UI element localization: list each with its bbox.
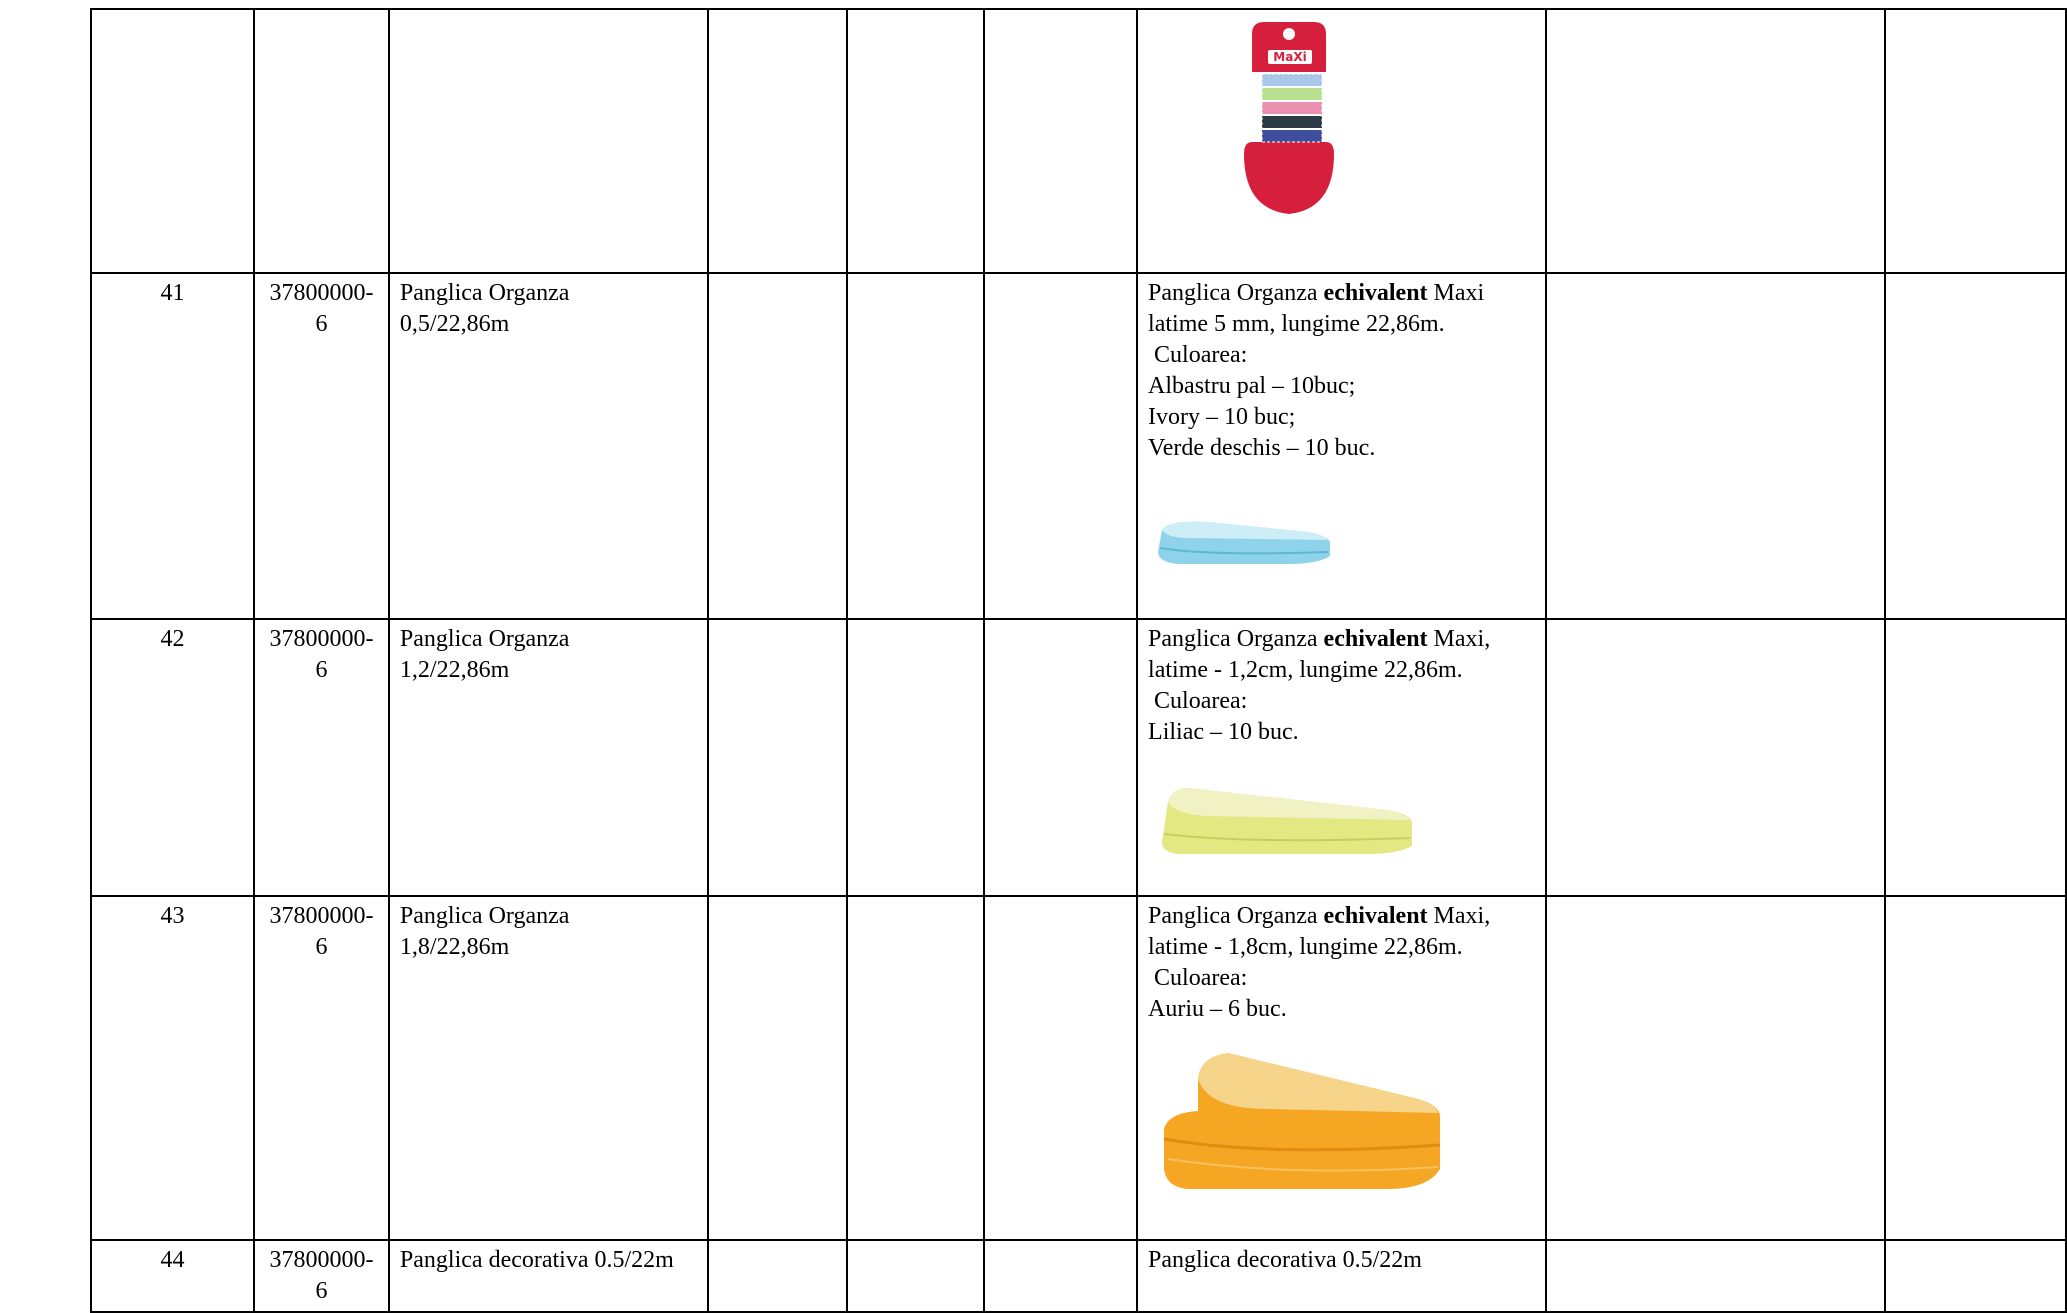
product-size-line: 0,5/22,86m [399,311,510,337]
empty-cell [1546,619,1885,896]
light-blue-ribbon-roll-image [1148,490,1388,590]
row-number-cell: 43 [91,896,254,1240]
empty-cell [847,896,984,1240]
cpv-code-cell: 37800000-6 [254,619,389,896]
spec-line: Culoarea: [1148,965,1248,991]
spec-line: Auriu – 6 buc. [1148,996,1287,1022]
spec-equivalent-bold: echivalent [1323,280,1428,306]
row-number-cell: 42 [91,619,254,896]
empty-cell [1885,9,2066,273]
product-name-cell [389,619,709,896]
product-name-line: Panglica Organza [399,626,570,652]
row-number-cell: 41 [91,273,254,619]
spec-lead-text: Panglica Organza [1148,903,1318,929]
spec-equivalent-bold: echivalent [1323,626,1428,652]
spec-line: latime - 1,2cm, lungime 22,86m. [1148,657,1463,683]
product-name-line: Panglica Organza [399,903,570,929]
empty-cell [984,1240,1137,1312]
empty-cell [708,9,846,273]
spec-equivalent-bold: echivalent [1323,903,1428,929]
procurement-table [90,8,2067,1313]
product-name-cell: Panglica decorativa 0.5/22m [389,1240,709,1312]
product-name-cell [389,9,709,273]
empty-cell [847,273,984,619]
spec-lead-line [1148,624,1535,655]
red-card-ribbon-set-image [1144,14,1384,264]
table-row [91,273,2066,619]
specification-cell [1137,9,1546,273]
specification-cell: Panglica decorativa 0.5/22m [1137,1240,1546,1312]
cpv-code-cell: 37800000-6 [254,273,389,619]
empty-cell [1546,9,1885,273]
empty-cell [1885,1240,2066,1312]
empty-cell [847,619,984,896]
empty-cell [1546,273,1885,619]
empty-cell [1885,896,2066,1240]
spec-lead-text: Panglica Organza [1148,626,1318,652]
spec-brand-text: Maxi, [1433,903,1491,929]
empty-cell [984,896,1137,1240]
empty-cell [847,9,984,273]
empty-cell [984,619,1137,896]
spec-brand-text: Maxi, [1433,626,1491,652]
product-image-wrap [1148,762,1535,867]
row-number-cell: 44 [91,1240,254,1312]
spec-line: Albastru pal – 10buc; [1148,373,1356,399]
table-row [91,619,2066,896]
product-image-wrap [1148,490,1535,590]
empty-cell [708,619,846,896]
product-size-line: 1,2/22,86m [399,657,510,683]
spec-line: Culoarea: [1148,688,1248,714]
cpv-code-cell: 37800000-6 [254,1240,389,1312]
product-name-cell [389,273,709,619]
cpv-code-cell: 37800000-6 [254,896,389,1240]
spec-line: Verde deschis – 10 buc. [1148,435,1376,461]
spec-line: latime 5 mm, lungime 22,86m. [1148,311,1445,337]
empty-cell [1546,896,1885,1240]
specification-cell [1137,896,1546,1240]
row-number-cell [91,9,254,273]
spec-line: latime - 1,8cm, lungime 22,86m. [1148,934,1463,960]
table-row [91,9,2066,273]
empty-cell [847,1240,984,1312]
spec-line: Liliac – 10 buc. [1148,719,1299,745]
product-name-line: Panglica Organza [399,280,570,306]
gold-ribbon-roll-image [1148,1039,1458,1219]
empty-cell [708,896,846,1240]
brand-logo-text: MaXi [1273,50,1307,64]
product-size-line: 1,8/22,86m [399,934,510,960]
empty-cell [1885,273,2066,619]
empty-cell [984,273,1137,619]
cpv-code-cell [254,9,389,273]
spec-line: Culoarea: [1148,342,1248,368]
empty-cell [708,273,846,619]
yellow-green-ribbon-roll-image [1148,762,1438,867]
spec-lead-line [1148,278,1535,309]
spec-brand-text: Maxi [1433,280,1485,306]
empty-cell [1885,619,2066,896]
product-name-cell [389,896,709,1240]
table-row [91,896,2066,1240]
empty-cell [984,9,1137,273]
product-image-wrap [1148,1039,1535,1219]
spec-lead-text: Panglica Organza [1148,280,1318,306]
spec-line: Ivory – 10 buc; [1148,404,1296,430]
empty-cell [1546,1240,1885,1312]
specification-cell [1137,619,1546,896]
table-row [91,1240,2066,1312]
specification-cell [1137,273,1546,619]
empty-cell [708,1240,846,1312]
spec-lead-line [1148,901,1535,932]
